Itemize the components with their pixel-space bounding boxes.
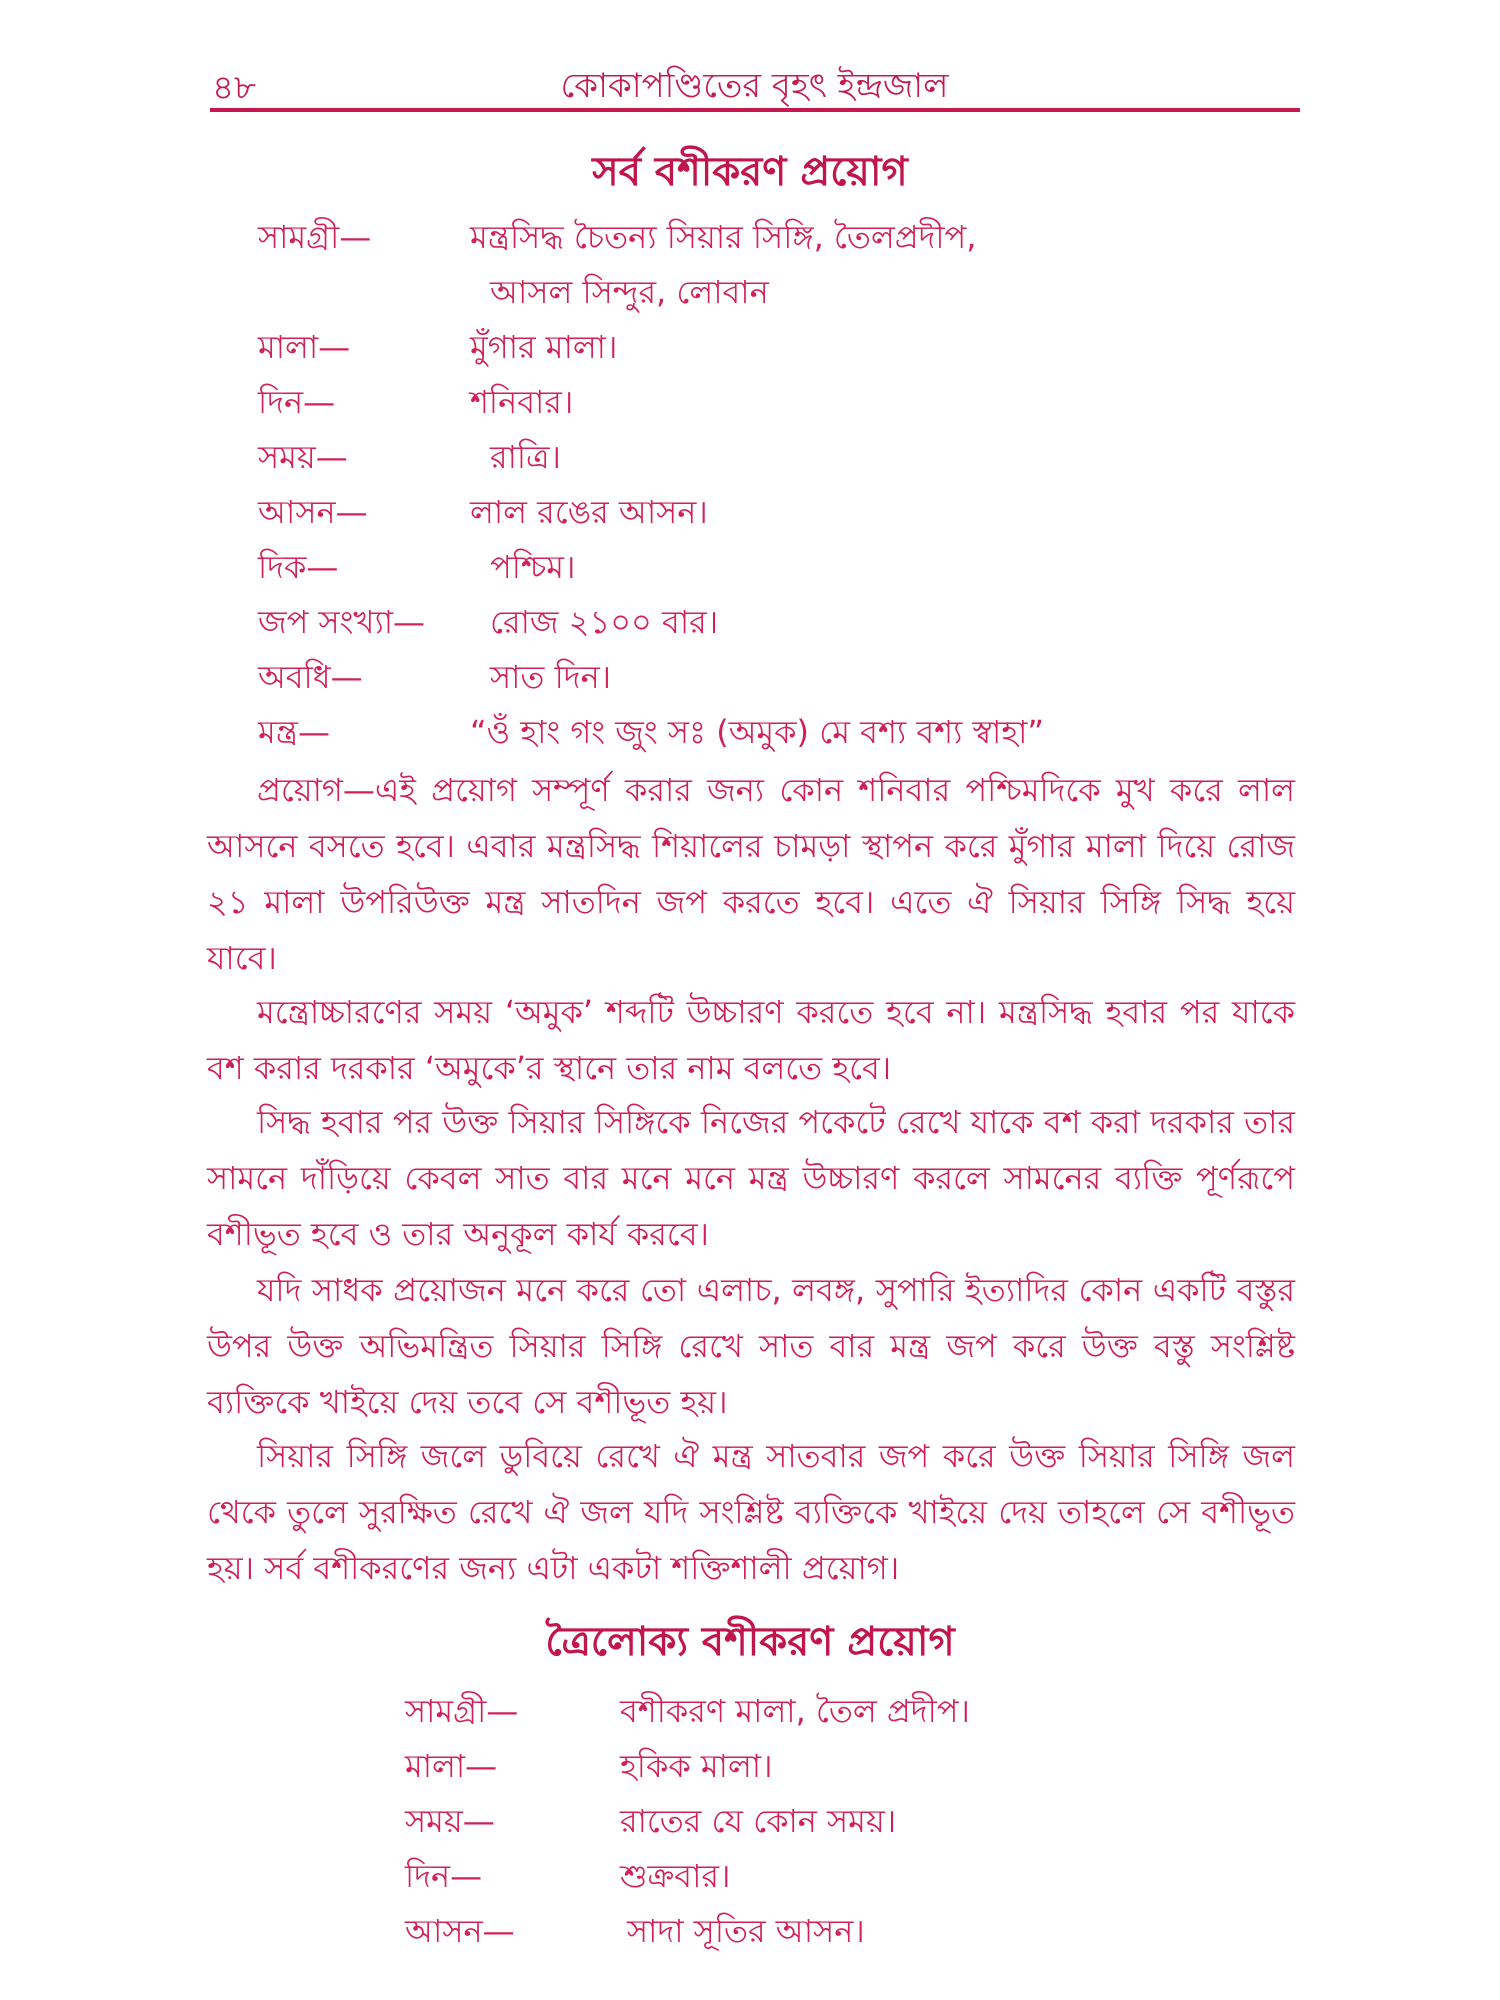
body-paragraph: মন্ত্রোচ্চারণের সময় ‘অমুক’ শব্দটি উচ্চারণ করতে হবে না। মন্ত্রসিদ্ধ হবার পর যাকে বশ করার দরকার ‘অমুকে’র স্থানে তার নাম বলতে হবে।: [207, 993, 1295, 1087]
header-rule: [210, 108, 1300, 112]
body-paragraph: প্রয়োগ—এই প্রয়োগ সম্পূর্ণ করার জন্য কোন শনিবার পশ্চিমদিকে মুখ করে লাল আসনে বসতে হবে। এবার মন্ত্রসিদ্ধ শিয়ালের চামড়া স্থাপন করে মুঁগার মালা দিয়ে রোজ ২১ মালা উপরিউক্ত মন্ত্র সাতদিন জপ করতে হবে। এতে ঐ সিয়ার সিঙ্গি সিদ্ধ হয়ে যাবে।: [207, 771, 1295, 977]
item-value: হকিক মালা।: [620, 1747, 773, 1785]
page-header: [212, 58, 1297, 114]
item-label: সামগ্রী—: [405, 1692, 519, 1730]
item-value: সাত দিন।: [490, 658, 612, 696]
body-paragraph: যদি সাধক প্রয়োজন মনে করে তো এলাচ, লবঙ্গ, সুপারি ইত্যাদির কোন একটি বস্তুর উপর উক্ত অভিমন্ত্রিত সিয়ার সিঙ্গি রেখে সাত বার মন্ত্র জপ করে উক্ত বস্তু সংশ্লিষ্ট ব্যক্তিকে খাইয়ে দেয় তবে সে বশীভূত হয়।: [207, 1271, 1295, 1421]
body-paragraph: সিদ্ধ হবার পর উক্ত সিয়ার সিঙ্গিকে নিজের পকেটে রেখে যাকে বশ করা দরকার তার সামনে দাঁড়িয়ে কেবল সাত বার মনে মনে মন্ত্র উচ্চারণ করলে সামনের ব্যক্তি পূর্ণরূপে বশীভূত হবে ও তার অনুকূল কার্য করবে।: [207, 1103, 1295, 1253]
item-value: “ওঁ হাং গং জুং সঃ (অমুক) মে বশ্য বশ্য স্বাহা”: [470, 713, 1044, 751]
item-value: পশ্চিম।: [490, 548, 576, 586]
item-label: মালা—: [405, 1747, 498, 1785]
item-label: জপ সংখ্যা—: [258, 603, 426, 641]
item-value: রোজ ২১০০ বার।: [490, 603, 719, 641]
item-value: শনিবার।: [470, 383, 574, 421]
item-value: শুক্রবার।: [620, 1857, 731, 1895]
item-label: সময়—: [405, 1802, 495, 1840]
item-label: সময়—: [258, 438, 348, 476]
section-title: ত্রৈলোক্য বশীকরণ প্রয়োগ: [545, 1619, 955, 1665]
item-value: মন্ত্রসিদ্ধ চৈতন্য সিয়ার সিঙ্গি, তৈলপ্রদীপ,: [470, 218, 977, 256]
page-number: ৪৮: [212, 68, 257, 108]
item-value: মুঁগার মালা।: [470, 328, 618, 366]
body-paragraph: সিয়ার সিঙ্গি জলে ডুবিয়ে রেখে ঐ মন্ত্র সাতবার জপ করে উক্ত সিয়ার সিঙ্গি জল থেকে তুলে সুরক্ষিত রেখে ঐ জল যদি সংশ্লিষ্ট ব্যক্তিকে খাইয়ে দেয় তাহলে সে বশীভূত হয়। সর্ব বশীকরণের জন্য এটা একটা শক্তিশালী প্রয়োগ।: [207, 1437, 1295, 1587]
item-label: দিক—: [258, 548, 339, 586]
running-title: কোকাপণ্ডিতের বৃহৎ ইন্দ্রজাল: [560, 66, 949, 106]
item-label: সামগ্রী—: [258, 218, 372, 256]
item-label: দিন—: [405, 1857, 483, 1895]
item-value: রাত্রি।: [490, 438, 561, 476]
item-label: মন্ত্র—: [258, 713, 330, 751]
item-label: আসন—: [405, 1912, 515, 1950]
item-label: অবধি—: [258, 658, 363, 696]
item-value: আসল সিন্দুর, লোবান: [490, 273, 769, 311]
item-label: দিন—: [258, 383, 336, 421]
item-value: সাদা সূতির আসন।: [627, 1912, 865, 1950]
item-value: রাতের যে কোন সময়।: [620, 1802, 897, 1840]
item-value: বশীকরণ মালা, তৈল প্রদীপ।: [620, 1692, 970, 1730]
item-label: আসন—: [258, 493, 368, 531]
section-title: সর্ব বশীকরণ প্রয়োগ: [592, 149, 908, 195]
item-value: লাল রঙের আসন।: [470, 493, 708, 531]
item-label: মালা—: [258, 328, 351, 366]
